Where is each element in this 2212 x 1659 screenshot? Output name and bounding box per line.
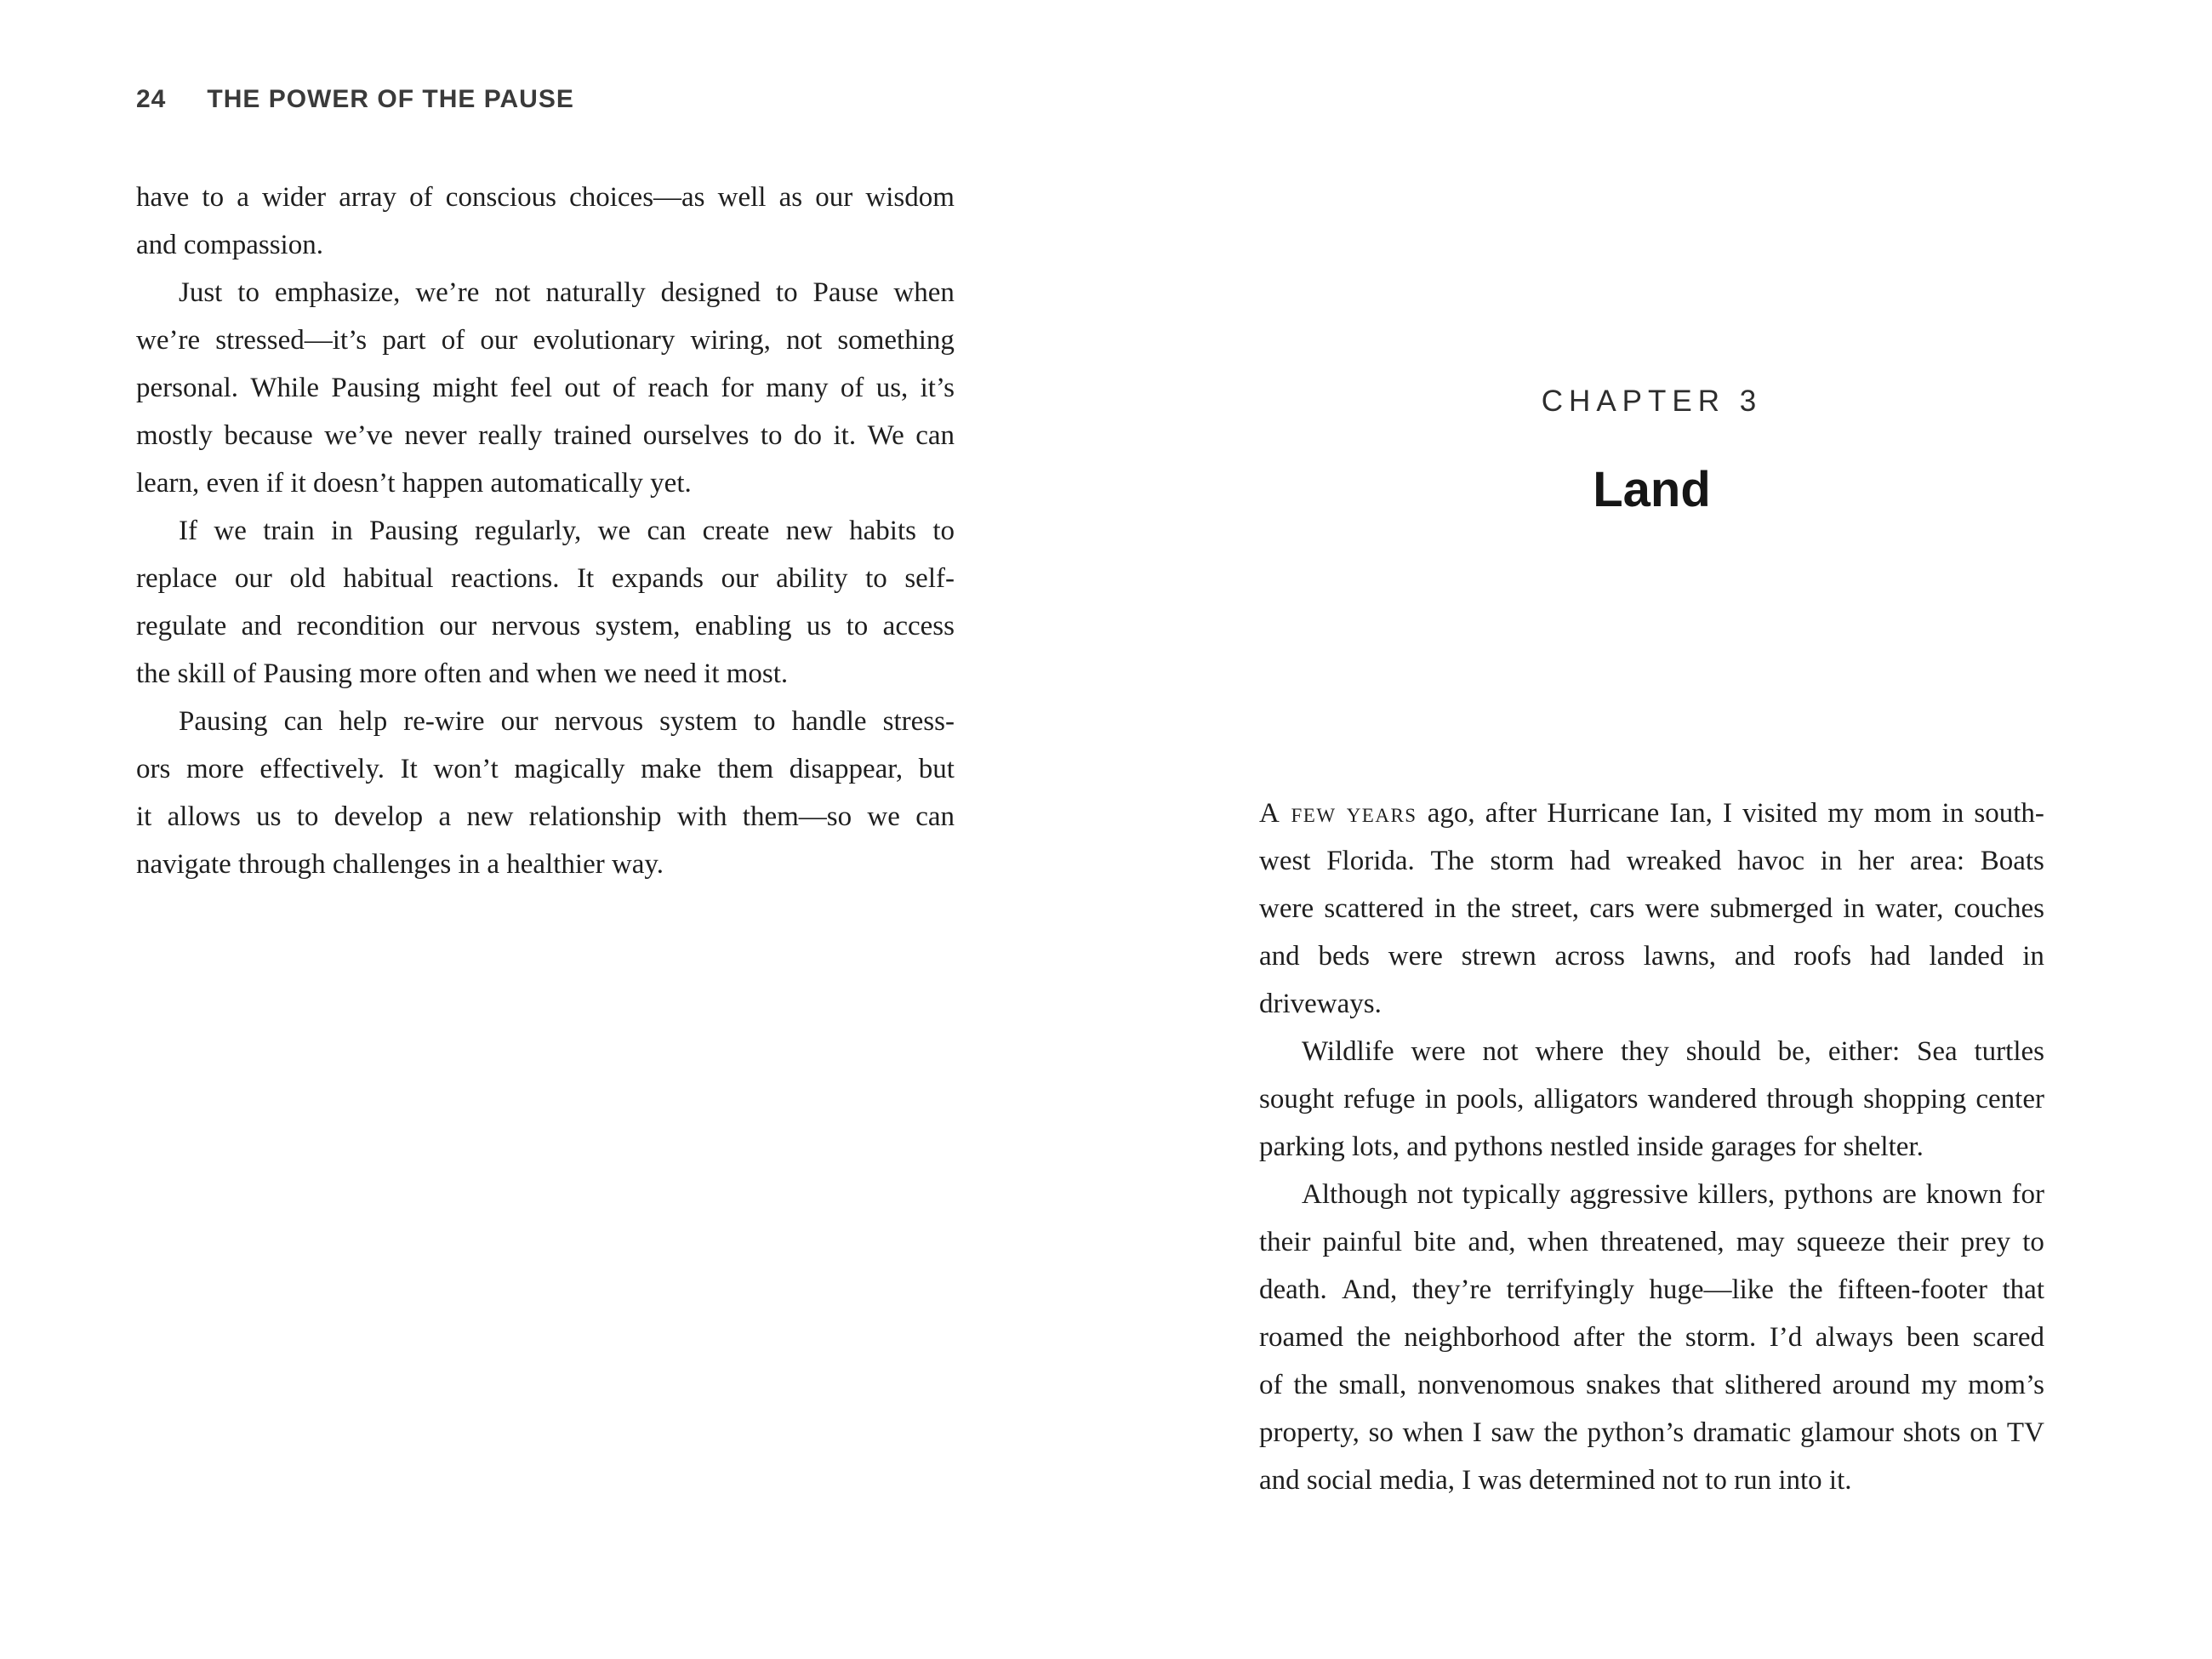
word: can	[647, 516, 687, 546]
word: designed	[660, 277, 761, 308]
word: in	[1424, 1084, 1447, 1115]
word: evolutionary	[533, 325, 676, 356]
word: lawns,	[1643, 941, 1717, 972]
word: we’re	[136, 325, 201, 356]
text-line	[1259, 1409, 2044, 1457]
text-line: and social media, I was determined not to run into it.	[1259, 1465, 1852, 1496]
word: choices—as	[569, 182, 705, 213]
word: scared	[1972, 1322, 2044, 1353]
text-line	[136, 745, 955, 793]
chapter-title: Land	[1593, 462, 1711, 517]
word: shopping	[1863, 1084, 1967, 1115]
word: TV	[2006, 1417, 2044, 1448]
word: Hurricane	[1547, 798, 1660, 829]
word: havoc	[1737, 846, 1804, 876]
text-line	[1259, 1075, 2044, 1123]
text-line	[1259, 790, 2044, 837]
word: pythons	[1784, 1179, 1873, 1210]
word: well	[717, 182, 767, 213]
word: alligators	[1533, 1084, 1639, 1115]
word: were	[1259, 893, 1314, 924]
paragraph	[136, 698, 955, 888]
word: strewn	[1461, 941, 1536, 972]
word: to	[2022, 1227, 2044, 1257]
word: create	[702, 516, 770, 546]
word: stressed—it’s	[215, 325, 368, 356]
word: of	[441, 325, 465, 356]
text-line: the skill of Pausing more often and when we need it most.	[136, 658, 789, 689]
word: Although	[1302, 1179, 1408, 1210]
word: part	[382, 325, 426, 356]
word: always	[1815, 1322, 1894, 1353]
word: pools,	[1456, 1084, 1525, 1115]
word: can	[283, 706, 323, 737]
word: While	[250, 373, 320, 403]
word: roamed	[1259, 1322, 1343, 1353]
word: turtles	[1974, 1036, 2044, 1067]
word: beds	[1318, 941, 1370, 972]
paragraph	[136, 507, 955, 698]
word: new	[785, 516, 833, 546]
word: never	[404, 420, 467, 451]
paragraph	[136, 174, 955, 269]
word: my	[1921, 1370, 1958, 1400]
word: recondition	[296, 611, 425, 641]
word: won’t	[433, 754, 499, 784]
word: had	[1570, 846, 1611, 876]
word: of	[840, 373, 864, 403]
word: after	[1485, 798, 1537, 829]
word: killers,	[1697, 1179, 1776, 1210]
word: threatened,	[1600, 1227, 1725, 1257]
word: so	[1368, 1417, 1394, 1448]
word: regulate	[136, 611, 227, 641]
text-line: parking lots, and pythons nestled inside garages for shelter.	[1259, 1132, 1924, 1162]
word: Boats	[1980, 846, 2044, 876]
word: I’d	[1769, 1322, 1803, 1353]
word: disappear,	[789, 754, 904, 784]
word: not	[786, 325, 823, 356]
word: squeeze	[1796, 1227, 1885, 1257]
word: be,	[1777, 1036, 1811, 1067]
word: her	[1858, 846, 1895, 876]
word: train	[263, 516, 315, 546]
word: their	[1897, 1227, 1949, 1257]
text-line	[136, 174, 955, 221]
page-number: 24	[136, 85, 167, 113]
word: feel	[510, 373, 552, 403]
word: in	[1434, 893, 1457, 924]
word: It	[400, 754, 418, 784]
word: were	[1411, 1036, 1466, 1067]
word: refuge	[1343, 1084, 1416, 1115]
paragraph	[1259, 1028, 2044, 1171]
word: and	[1734, 941, 1776, 972]
word: west	[1259, 846, 1311, 876]
word: south-	[1974, 798, 2044, 829]
word: regularly,	[475, 516, 582, 546]
text-line	[136, 793, 955, 841]
text-line	[136, 507, 955, 555]
text-line	[1259, 1028, 2044, 1075]
word: us,	[875, 373, 909, 403]
word: reach	[647, 373, 710, 403]
word: we	[867, 801, 900, 832]
chapter-label: CHAPTER 3	[1541, 385, 1763, 418]
word: had	[1869, 941, 1911, 972]
word: wider	[262, 182, 327, 213]
text-line	[136, 555, 955, 602]
small-caps-lead: A	[1259, 798, 1281, 829]
word: system	[659, 706, 738, 737]
paragraph	[1259, 790, 2044, 1028]
word: it’s	[920, 373, 955, 403]
word: mostly	[136, 420, 213, 451]
word: many	[766, 373, 829, 403]
word: expands	[611, 563, 704, 594]
word: that	[1671, 1370, 1714, 1400]
word: nervous	[554, 706, 644, 737]
word: handle	[791, 706, 867, 737]
word: wreaked	[1626, 846, 1722, 876]
text-line: driveways.	[1259, 989, 1382, 1019]
word: array	[339, 182, 397, 213]
word: wisdom	[865, 182, 955, 213]
word: when	[1402, 1417, 1464, 1448]
word: the	[1788, 1274, 1823, 1305]
word: slithered	[1725, 1370, 1821, 1400]
word: magically	[514, 754, 625, 784]
word: might	[432, 373, 499, 403]
word: make	[641, 754, 702, 784]
word: We	[867, 420, 904, 451]
word: terrifyingly	[1506, 1274, 1634, 1305]
word: glamour	[1800, 1417, 1894, 1448]
text-line: learn, even if it doesn’t happen automatically yet.	[136, 468, 692, 499]
word: naturally	[545, 277, 646, 308]
word: to	[775, 277, 798, 308]
word: on	[1970, 1417, 1998, 1448]
word: street,	[1511, 893, 1579, 924]
word: prey	[1960, 1227, 2011, 1257]
text-line	[1259, 1171, 2044, 1218]
word: storm.	[1685, 1322, 1757, 1353]
left-body-text	[136, 174, 955, 888]
text-line	[1259, 885, 2044, 932]
small-caps-lead: few	[1291, 798, 1337, 829]
word: aggressive	[1570, 1179, 1689, 1210]
text-line	[136, 269, 955, 316]
word: conscious	[445, 182, 556, 213]
word: roofs	[1793, 941, 1852, 972]
word: we’re	[415, 277, 480, 308]
text-line	[136, 364, 955, 412]
word: more	[185, 754, 244, 784]
word: habits	[849, 516, 916, 546]
word: submerged	[1709, 893, 1833, 924]
word: couches	[1953, 893, 2044, 924]
word: out	[564, 373, 601, 403]
text-line	[1259, 1314, 2044, 1361]
word: Pausing	[369, 516, 459, 546]
word: us	[256, 801, 282, 832]
text-line	[136, 412, 955, 459]
text-line	[1259, 1361, 2044, 1409]
word: when	[893, 277, 955, 308]
word: reactions.	[451, 563, 560, 594]
word: to	[760, 420, 783, 451]
word: allows	[167, 801, 241, 832]
word: with	[676, 801, 727, 832]
word: for	[2011, 1179, 2044, 1210]
word: to	[237, 277, 259, 308]
word: in	[2022, 941, 2044, 972]
word: in	[1843, 893, 1865, 924]
word: have	[136, 182, 190, 213]
word: my	[1827, 798, 1864, 829]
word: our	[500, 706, 539, 737]
word: of	[612, 373, 636, 403]
word: them—so	[742, 801, 852, 832]
word: nervous	[491, 611, 581, 641]
word: Ian,	[1669, 798, 1713, 829]
word: death.	[1259, 1274, 1327, 1305]
text-line: navigate through challenges in a healthier way.	[136, 849, 664, 880]
word: something	[837, 325, 955, 356]
word: were	[1645, 893, 1700, 924]
word: to	[202, 182, 225, 213]
small-caps-lead: years	[1346, 798, 1417, 829]
text-line	[1259, 932, 2044, 980]
word: the	[1543, 1417, 1578, 1448]
word: python’s	[1587, 1417, 1685, 1448]
word: through	[1766, 1084, 1854, 1115]
word: we	[597, 516, 631, 546]
text-line	[1259, 837, 2044, 885]
word: their	[1259, 1227, 1311, 1257]
word: we’ve	[324, 420, 393, 451]
text-line	[136, 316, 955, 364]
word: in	[1820, 846, 1843, 876]
word: ability	[776, 563, 848, 594]
word: not	[1417, 1179, 1453, 1210]
word: painful	[1322, 1227, 1402, 1257]
word: ors	[136, 754, 171, 784]
word: Sea	[1916, 1036, 1958, 1067]
word: the	[1638, 1322, 1673, 1353]
word: really	[478, 420, 543, 451]
word: and,	[1468, 1227, 1516, 1257]
word: wandered	[1647, 1084, 1757, 1115]
word: emphasize,	[274, 277, 401, 308]
word: known	[1925, 1179, 2003, 1210]
word: visited	[1742, 798, 1818, 829]
word: area:	[1909, 846, 1965, 876]
word: can	[915, 801, 955, 832]
word: but	[918, 754, 955, 784]
word: in	[331, 516, 353, 546]
word: it	[136, 801, 152, 832]
word: they’re	[1411, 1274, 1492, 1305]
word: sought	[1259, 1084, 1335, 1115]
text-line	[1259, 1266, 2044, 1314]
word: and	[241, 611, 282, 641]
word: across	[1554, 941, 1625, 972]
paragraph	[1259, 1171, 2044, 1504]
word: of	[1259, 1370, 1283, 1400]
word: nonvenomous	[1417, 1370, 1576, 1400]
word: trained	[553, 420, 632, 451]
word: access	[882, 611, 955, 641]
word: they	[1621, 1036, 1669, 1067]
word: are	[1882, 1179, 1917, 1210]
paragraph	[136, 269, 955, 507]
word: It	[577, 563, 595, 594]
word: enabling	[694, 611, 792, 641]
word: dramatic	[1692, 1417, 1792, 1448]
word: around	[1832, 1370, 1911, 1400]
word: to	[296, 801, 319, 832]
word: huge—like	[1649, 1274, 1774, 1305]
word: I	[1472, 1417, 1482, 1448]
word: can	[915, 420, 955, 451]
word: been	[1906, 1322, 1960, 1353]
word: the	[1293, 1370, 1328, 1400]
word: ourselves	[642, 420, 750, 451]
word: property,	[1259, 1417, 1360, 1448]
word: cars	[1589, 893, 1635, 924]
word: Pausing	[179, 706, 268, 737]
running-header	[136, 85, 574, 114]
word: do	[794, 420, 823, 451]
word: relationship	[528, 801, 662, 832]
word: as	[778, 182, 803, 213]
word: new	[466, 801, 514, 832]
text-line	[136, 698, 955, 745]
word: them	[717, 754, 774, 784]
text-line	[1259, 1218, 2044, 1266]
word: Just	[179, 277, 223, 308]
word: If	[179, 516, 197, 546]
word: replace	[136, 563, 218, 594]
word: neighborhood	[1404, 1322, 1560, 1353]
word: our	[815, 182, 853, 213]
word: fifteen-footer	[1838, 1274, 1988, 1305]
word: our	[234, 563, 272, 594]
word: shots	[1902, 1417, 1961, 1448]
word: center	[1975, 1084, 2044, 1115]
running-head-title: THE POWER OF THE PAUSE	[207, 85, 574, 113]
word: system,	[595, 611, 681, 641]
word: Florida.	[1326, 846, 1415, 876]
word: Pausing	[331, 373, 420, 403]
word: saw	[1491, 1417, 1535, 1448]
word: may	[1736, 1227, 1785, 1257]
word: not	[494, 277, 531, 308]
word: the	[1466, 893, 1502, 924]
word: because	[224, 420, 313, 451]
word: mom	[1873, 798, 1932, 829]
word: water,	[1875, 893, 1944, 924]
word: us	[806, 611, 832, 641]
word: bite	[1414, 1227, 1457, 1257]
word: landed	[1929, 941, 2004, 972]
word: Pause	[812, 277, 879, 308]
word: old	[289, 563, 326, 594]
word: storm	[1490, 846, 1554, 876]
word: a	[237, 182, 249, 213]
word: to	[865, 563, 887, 594]
word: for	[721, 373, 754, 403]
word: personal.	[136, 373, 239, 403]
word: develop	[334, 801, 424, 832]
word: it.	[833, 420, 857, 451]
word: either:	[1827, 1036, 1901, 1067]
word: self-	[904, 563, 955, 594]
word: stress-	[882, 706, 955, 737]
text-line: and compassion.	[136, 230, 323, 260]
word: a	[438, 801, 452, 832]
word: and	[1259, 941, 1300, 972]
word: scattered	[1324, 893, 1424, 924]
word: our	[721, 563, 759, 594]
word: re-wire	[403, 706, 485, 737]
right-body-text	[1259, 790, 2044, 1504]
word: of	[409, 182, 433, 213]
word: not	[1482, 1036, 1519, 1067]
word: ago,	[1427, 798, 1475, 829]
word: effectively.	[259, 754, 385, 784]
word: And,	[1342, 1274, 1398, 1305]
word: when	[1527, 1227, 1588, 1257]
word: typically	[1462, 1179, 1561, 1210]
word: snakes	[1586, 1370, 1662, 1400]
word: were	[1388, 941, 1443, 972]
word: The	[1430, 846, 1474, 876]
word: to	[846, 611, 869, 641]
word: Wildlife	[1302, 1036, 1394, 1067]
word: habitual	[343, 563, 434, 594]
word: that	[2002, 1274, 2044, 1305]
word: small,	[1338, 1370, 1407, 1400]
word: to	[753, 706, 776, 737]
word: should	[1685, 1036, 1761, 1067]
word: help	[339, 706, 388, 737]
word: to	[932, 516, 955, 546]
word: where	[1535, 1036, 1605, 1067]
word: in	[1941, 798, 1964, 829]
word: mom’s	[1968, 1370, 2044, 1400]
word: the	[1356, 1322, 1391, 1353]
word: after	[1573, 1322, 1625, 1353]
word: our	[439, 611, 477, 641]
word: wiring,	[690, 325, 771, 356]
word: we	[214, 516, 247, 546]
word: our	[480, 325, 518, 356]
word: I	[1722, 798, 1732, 829]
text-line	[136, 602, 955, 650]
